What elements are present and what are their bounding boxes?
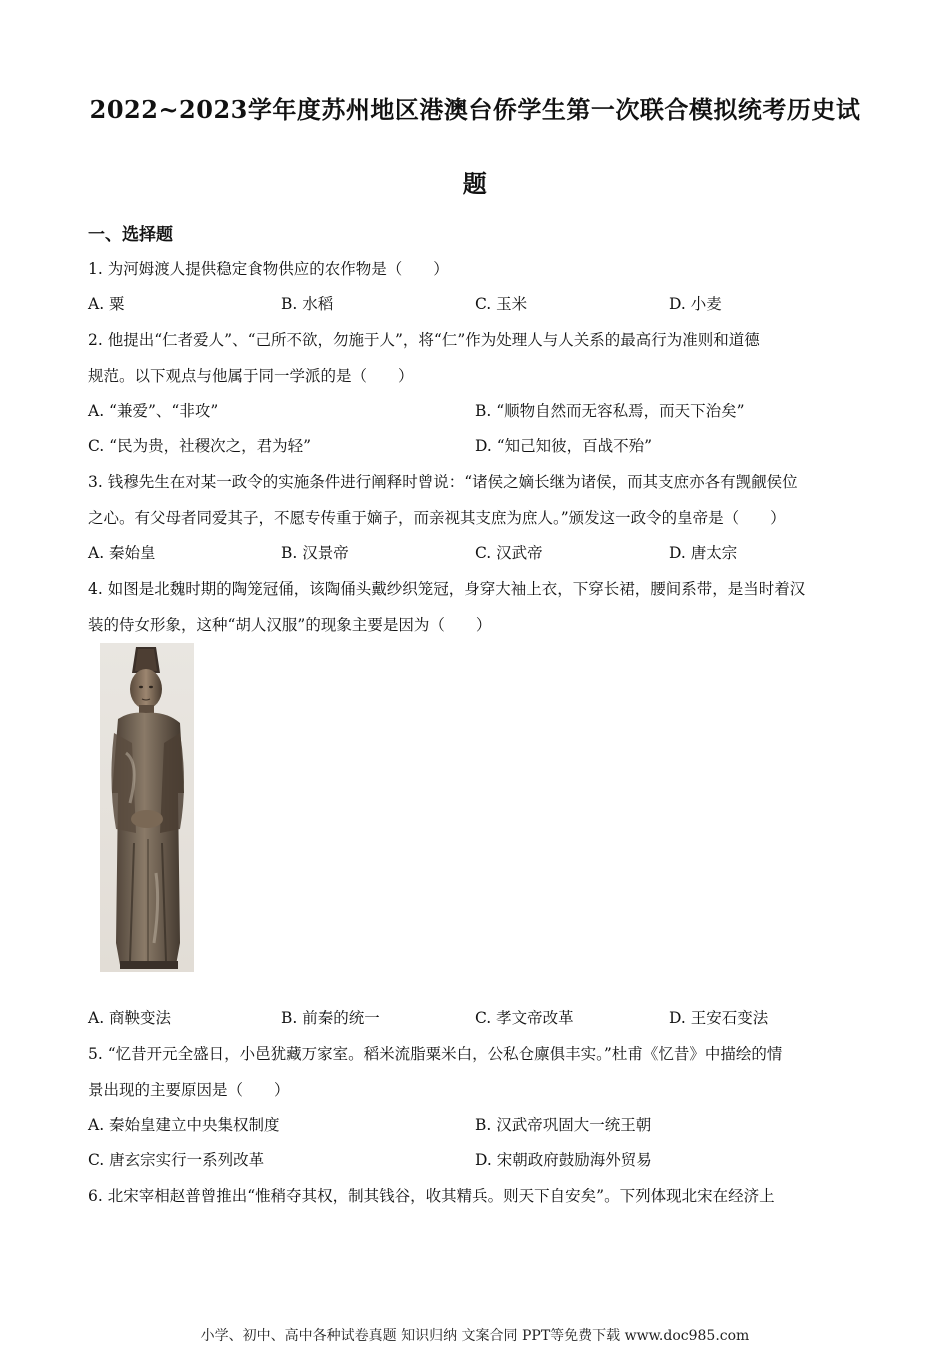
question-2-stem-line-2: 规范。以下观点与他属于同一学派的是（ ）: [88, 367, 414, 385]
question-1-option-b: B. 水稻: [281, 295, 334, 313]
question-2-option-a: A. “兼爱”、“非攻”: [88, 402, 219, 420]
question-1-stem: 1. 为河姆渡人提供稳定食物供应的农作物是（ ）: [88, 260, 449, 278]
question-2-option-c: C. “民为贵，社稷次之，君为轻”: [88, 437, 312, 455]
question-3-option-b: B. 汉景帝: [281, 544, 349, 562]
question-5-option-b: B. 汉武帝巩固大一统王朝: [475, 1116, 652, 1134]
section-heading: 一、选择题: [88, 225, 173, 245]
document-title-line-2: 题: [462, 169, 488, 198]
question-5-stem-line-2: 景出现的主要原因是（ ）: [88, 1081, 290, 1099]
question-4-stem-line-2: 装的侍女形象，这种“胡人汉服”的现象主要是因为（ ）: [88, 616, 492, 634]
question-2-option-d: D. “知己知彼，百战不殆”: [475, 437, 653, 455]
question-3-option-c: C. 汉武帝: [475, 544, 543, 562]
question-2-option-b: B. “顺物自然而无容私焉，而天下治矣”: [475, 402, 745, 420]
question-5-option-c: C. 唐玄宗实行一系列改革: [88, 1151, 265, 1169]
question-1-option-a: A. 粟: [88, 295, 125, 313]
question-3-stem-line-2: 之心。有父母者同爱其子，不愿专传重于嫡子，而亲视其支庶为庶人。”颁发这一政令的皇帝是（ ）: [88, 509, 786, 527]
question-5-option-a: A. 秦始皇建立中央集权制度: [88, 1116, 280, 1134]
page-footer: 小学、初中、高中各种试卷真题 知识归纳 文案合同 PPT等免费下载 www.doc985.com: [200, 1328, 750, 1344]
question-4-option-b: B. 前秦的统一: [281, 1009, 380, 1027]
question-5-option-d: D. 宋朝政府鼓励海外贸易: [475, 1151, 652, 1169]
question-1-option-d: D. 小麦: [669, 295, 722, 313]
question-4-stem-line-1: 4. 如图是北魏时期的陶笼冠俑，该陶俑头戴纱织笼冠，身穿大袖上衣，下穿长裙，腰间系带，是当时着汉: [88, 580, 806, 598]
question-4-option-a: A. 商鞅变法: [88, 1009, 172, 1027]
question-3-option-d: D. 唐太宗: [669, 544, 738, 562]
pottery-figurine-photo: [100, 643, 194, 972]
question-4-option-d: D. 王安石变法: [669, 1009, 769, 1027]
question-2-stem-line-1: 2. 他提出“仁者爱人”、“己所不欲，勿施于人”，将“仁”作为处理人与人关系的最高行为准则和道德: [88, 331, 760, 349]
question-6-stem-line-1: 6. 北宋宰相赵普曾推出“惟稍夺其权，制其钱谷，收其精兵。则天下自安矣”。下列体现北宋在经济上: [88, 1187, 775, 1205]
question-4-option-c: C. 孝文帝改革: [475, 1009, 574, 1027]
document-title-line-1: 2022~2023学年度苏州地区港澳台侨学生第一次联合模拟统考历史试: [89, 95, 861, 124]
question-5-stem-line-1: 5. “忆昔开元全盛日，小邑犹藏万家室。稻米流脂粟米白，公私仓廪俱丰实。”杜甫《忆昔》中描绘的情: [88, 1045, 783, 1063]
question-1-option-c: C. 玉米: [475, 295, 528, 313]
question-3-stem-line-1: 3. 钱穆先生在对某一政令的实施条件进行阐释时曾说：“诸侯之嫡长继为诸侯，而其支庶亦各有觊觎侯位: [88, 473, 798, 491]
question-3-option-a: A. 秦始皇: [88, 544, 156, 562]
